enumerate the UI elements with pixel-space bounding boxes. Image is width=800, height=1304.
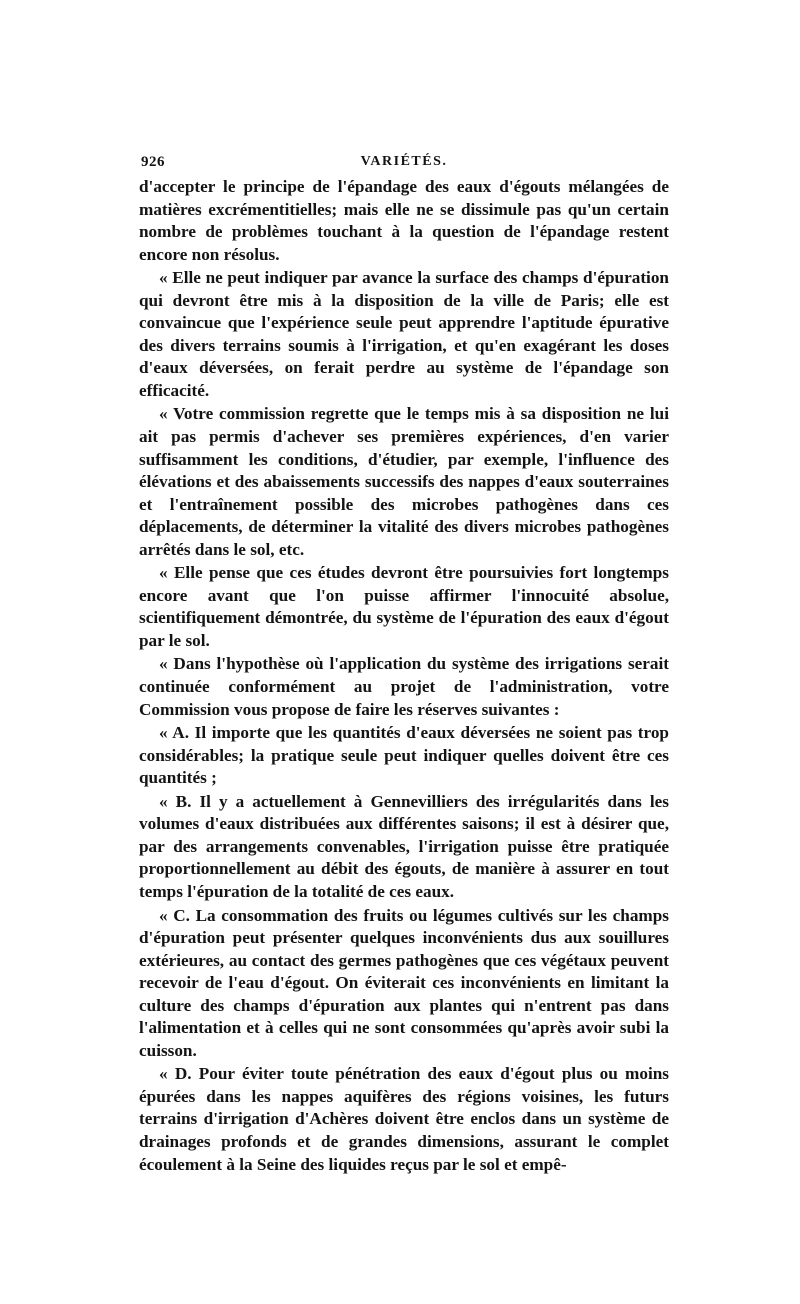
paragraph-hypothese: « Dans l'hypothèse où l'application du système des irrigations serait continuée conformément au projet de l'administration, votre Commission vous propose de faire les réserves suivantes : (139, 654, 669, 719)
paragraph-reserve-c: « C. La consommation des fruits ou légumes cultivés sur les champs d'épuration peut présenter quelques inconvénients dus aux souillures extérieures, au contact des germes pathogènes que ces végétaux peuvent recevoir de l'eau d'égout. On éviterait ces inconvénients en limitant la culture des champs d'épuration aux plantes qui n'entrent pas dans l'alimentation et à celles qui ne sont consommées qu'après avoir subi la cuisson. (139, 905, 669, 1060)
paragraph-reserve-a: « A. Il importe que les quantités d'eaux déversées ne soient pas trop considérables; la pratique seule peut indiquer quelles doivent être ces quantités ; (139, 723, 669, 788)
paragraph-reserve-d: « D. Pour éviter toute pénétration des eaux d'égout plus ou moins épurées dans les nappes aquifères des régions voisines, les futurs terrains d'irrigation d'Achères doivent être enclos dans un système de drainages profonds et de grandes dimensions, assurant le complet écoulement à la Seine des liquides reçus par le sol et empê- (139, 1064, 669, 1174)
running-title: VARIÉTÉS. (360, 154, 448, 169)
paragraph-etudes-poursuivies: « Elle pense que ces études devront être poursuivies fort longtemps encore avant que l'on puisse affirmer l'innocuité absolue, scientifiquement démontrée, du système de l'épuration des eaux d'égout par le sol. (139, 563, 669, 650)
paragraph-surface-champs: « Elle ne peut indiquer par avance la surface des champs d'épuration qui devront être mis à la disposition de la ville de Paris; elle est convaincue que l'expérience seule peut apprendre l'aptitude épurative des divers terrains soumis à l'irrigation, et qu'en exagérant les doses d'eaux déversées, on ferait perdre au système de l'épandage son efficacité. (139, 268, 669, 400)
paragraph-reserve-b: « B. Il y a actuellement à Gennevilliers des irrégularités dans les volumes d'eaux distribuées aux différentes saisons; il est à désirer que, par des arrangements convenables, l'irrigation puisse être pratiquée proportionnellement au débit des égouts, de manière à assurer en tout temps l'épuration de la totalité de ces eaux. (139, 791, 669, 901)
paragraph-continuation: d'accepter le principe de l'épandage des eaux d'égouts mélangées de matières excrémentitielles; mais elle ne se dissimule pas qu'un certain nombre de problèmes touchant à la question de l'épandage restent encore non résolus. (139, 177, 669, 264)
document-page (139, 150, 669, 1176)
body-text (139, 176, 669, 1176)
paragraph-commission-regrette: « Votre commission regrette que le temps mis à sa disposition ne lui ait pas permis d'achever ses premières expériences, d'en varier suffisamment les conditions, d'étudier, par exemple, l'influence des élévations et des abaissements successifs des nappes d'eaux souterraines et l'entraînement possible des microbes pathogènes dans ces déplacements, de déterminer la vitalité des divers microbes pathogènes arrêtés dans le sol, etc. (139, 404, 669, 559)
page-header (139, 150, 669, 176)
page-number: 926 (141, 154, 165, 170)
